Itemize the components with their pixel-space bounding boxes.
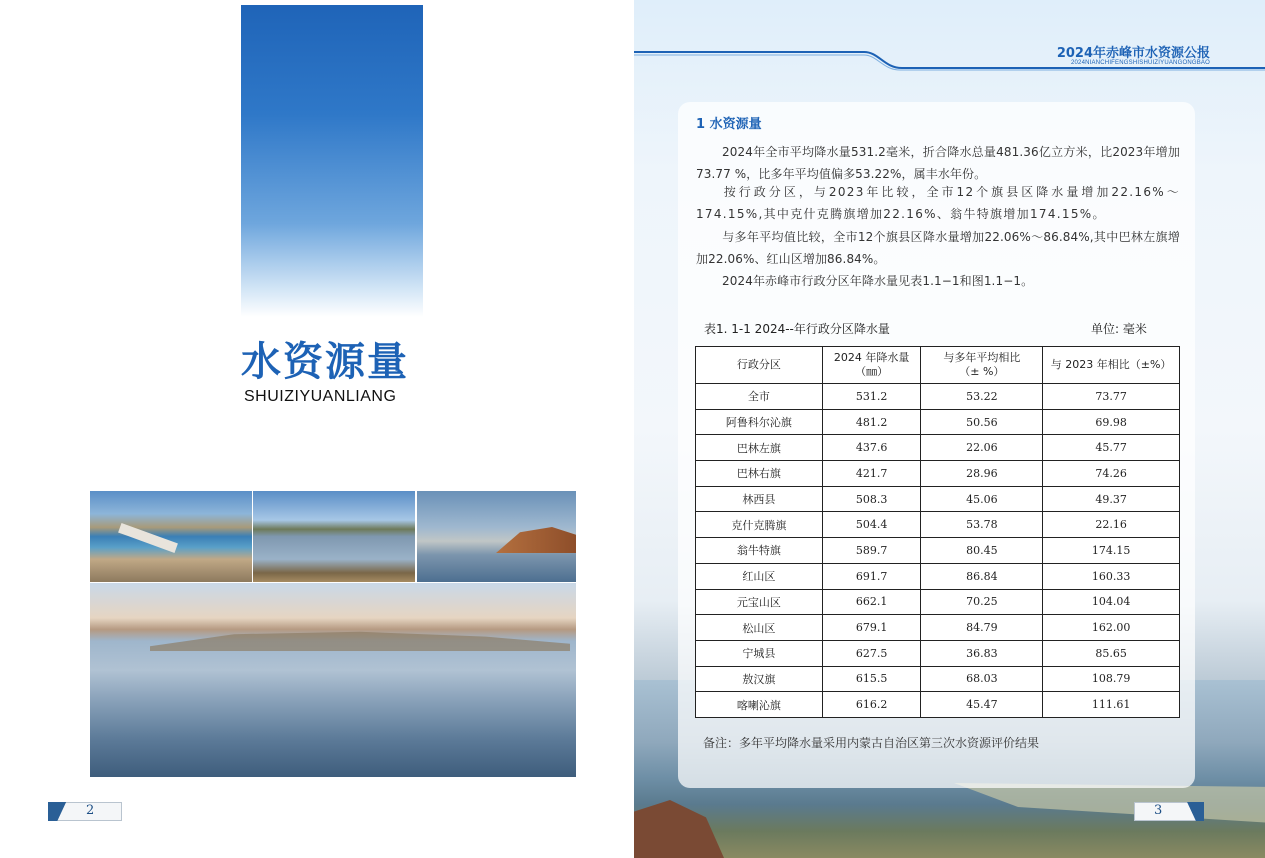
cell-precip-2024: 481.2	[822, 409, 921, 435]
cell-vs-average: 84.79	[921, 615, 1043, 641]
cell-district: 敖汉旗	[696, 666, 823, 692]
cell-vs-2023: 49.37	[1043, 486, 1180, 512]
header-vs-average-text: 与多年平均相比 （± %）	[943, 351, 1021, 378]
cell-district: 松山区	[696, 615, 823, 641]
table-row	[696, 538, 1180, 564]
cell-precip-2024: 627.5	[822, 640, 921, 666]
table-row	[696, 435, 1180, 461]
lake-boat-photo	[417, 491, 576, 582]
cell-district: 宁城县	[696, 640, 823, 666]
table-row	[696, 563, 1180, 589]
cell-vs-2023: 69.98	[1043, 409, 1180, 435]
page-number: 2	[86, 803, 95, 818]
cell-precip-2024: 589.7	[822, 538, 921, 564]
report-subtitle: 2024NIANCHIFENGSHISHUIZIYUANGONGBAO	[1070, 60, 1210, 66]
cell-precip-2024: 615.5	[822, 666, 921, 692]
section-title: 1 水资源量	[696, 117, 762, 132]
table-body	[696, 384, 1180, 718]
header-precip-2024-text: 2024 年降水量 （㎜）	[833, 351, 910, 378]
table-row	[696, 409, 1180, 435]
table-header-row	[696, 347, 1180, 384]
cell-district: 林西县	[696, 486, 823, 512]
cell-district: 阿鲁科尔沁旗	[696, 409, 823, 435]
cell-vs-2023: 162.00	[1043, 615, 1180, 641]
table-note: 备注：多年平均降水量采用内蒙古自治区第三次水资源评价结果	[703, 736, 1040, 750]
reservoir-dam-photo	[90, 491, 252, 582]
table-row	[696, 512, 1180, 538]
cell-vs-average: 86.84	[921, 563, 1043, 589]
cell-vs-average: 50.56	[921, 409, 1043, 435]
page-tab-corner-icon	[48, 802, 84, 821]
header-district: 行政分区	[696, 347, 823, 384]
cell-vs-average: 53.78	[921, 512, 1043, 538]
table-row	[696, 666, 1180, 692]
cell-district: 克什克腾旗	[696, 512, 823, 538]
chapter-subtitle: SHUIZIYUANLIANG	[244, 388, 397, 405]
cell-precip-2024: 437.6	[822, 435, 921, 461]
page-tab-corner-icon	[1172, 802, 1204, 821]
header-vs-2023: 与 2023 年相比（±%）	[1043, 347, 1180, 384]
cell-vs-average: 53.22	[921, 384, 1043, 410]
cell-district: 巴林右旗	[696, 461, 823, 487]
cell-vs-2023: 85.65	[1043, 640, 1180, 666]
cell-precip-2024: 691.7	[822, 563, 921, 589]
cell-vs-average: 68.03	[921, 666, 1043, 692]
cell-vs-average: 80.45	[921, 538, 1043, 564]
cell-vs-2023: 104.04	[1043, 589, 1180, 615]
cell-precip-2024: 421.7	[822, 461, 921, 487]
cell-vs-average: 45.06	[921, 486, 1043, 512]
cell-district: 巴林左旗	[696, 435, 823, 461]
cell-precip-2024: 504.4	[822, 512, 921, 538]
cell-vs-average: 70.25	[921, 589, 1043, 615]
cell-vs-2023: 45.77	[1043, 435, 1180, 461]
paragraph-4: 2024年赤峰市行政分区年降水量见表1.1−1和图1.1−1。	[722, 274, 1034, 288]
cell-precip-2024: 679.1	[822, 615, 921, 641]
cell-vs-2023: 174.15	[1043, 538, 1180, 564]
cell-district: 元宝山区	[696, 589, 823, 615]
table-row	[696, 461, 1180, 487]
cell-precip-2024: 531.2	[822, 384, 921, 410]
paragraph-2: 按行政分区，与2023年比较，全市12个旗县区降水量增加22.16%～174.15%,其中克什克腾旗增加22.16%、翁牛特旗增加174.15%。	[696, 185, 1180, 221]
page-number-tab-right	[1134, 802, 1204, 821]
cell-precip-2024: 508.3	[822, 486, 921, 512]
lake-shore-photo	[253, 491, 415, 582]
cell-vs-2023: 111.61	[1043, 692, 1180, 718]
cell-vs-2023: 74.26	[1043, 461, 1180, 487]
table-unit: 单位: 毫米	[1091, 322, 1147, 336]
header-precip-2024	[822, 347, 921, 384]
cell-vs-average: 28.96	[921, 461, 1043, 487]
table-row	[696, 615, 1180, 641]
cell-vs-average: 22.06	[921, 435, 1043, 461]
cell-vs-2023: 73.77	[1043, 384, 1180, 410]
cell-precip-2024: 616.2	[822, 692, 921, 718]
table-row	[696, 384, 1180, 410]
table-row	[696, 692, 1180, 718]
paragraph-3: 与多年平均值比较，全市12个旗县区降水量增加22.06%～86.84%,其中巴林左旗增加22.06%、红山区增加86.84%。	[696, 230, 1180, 266]
decorative-blue-bar	[241, 5, 423, 317]
header-vs-average	[921, 347, 1043, 384]
cell-district: 喀喇沁旗	[696, 692, 823, 718]
chapter-title: 水资源量	[241, 339, 409, 385]
cell-vs-2023: 22.16	[1043, 512, 1180, 538]
precipitation-table	[695, 346, 1180, 718]
paragraph-1: 2024年全市平均降水量531.2毫米，折合降水总量481.36亿立方米，比2023年增加73.77 %，比多年平均值偏多53.22%，属丰水年份。	[696, 145, 1180, 181]
cell-vs-average: 45.47	[921, 692, 1043, 718]
table-row	[696, 640, 1180, 666]
report-title: 2024年赤峰市水资源公报	[1056, 46, 1210, 61]
cell-district: 红山区	[696, 563, 823, 589]
cell-district: 翁牛特旗	[696, 538, 823, 564]
cell-vs-2023: 160.33	[1043, 563, 1180, 589]
wetland-panorama-photo	[90, 583, 576, 777]
table-row	[696, 589, 1180, 615]
table-caption: 表1. 1-1 2024--年行政分区降水量	[704, 322, 890, 336]
table-row	[696, 486, 1180, 512]
page-number: 3	[1154, 803, 1163, 818]
cell-vs-2023: 108.79	[1043, 666, 1180, 692]
cell-vs-average: 36.83	[921, 640, 1043, 666]
page-number-tab-left	[48, 802, 122, 821]
cell-precip-2024: 662.1	[822, 589, 921, 615]
cell-district: 全市	[696, 384, 823, 410]
